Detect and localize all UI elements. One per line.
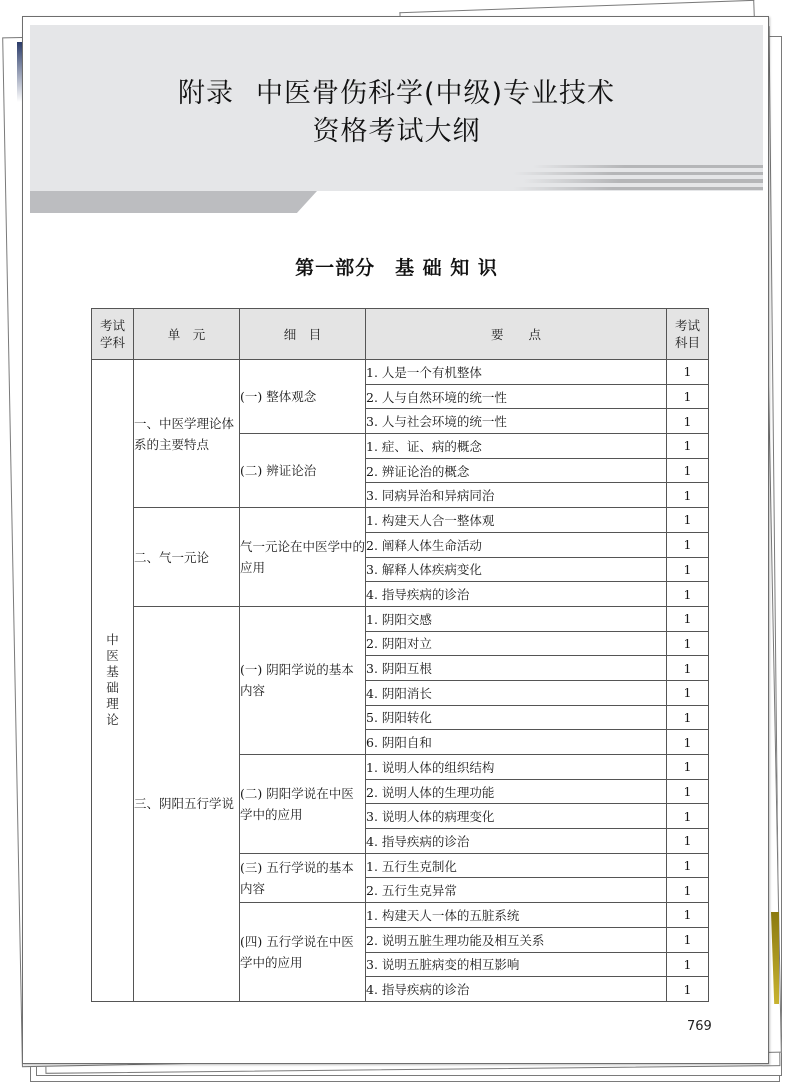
- exam-subject-cell: 1: [667, 458, 709, 483]
- point-cell: 4. 指导疾病的诊治: [366, 977, 667, 1002]
- column-header-unit: 单 元: [134, 309, 240, 360]
- exam-subject-cell: 1: [667, 903, 709, 928]
- item-cell: (二) 阴阳学说在中医学中的应用: [240, 755, 366, 854]
- column-header-subject: 考试学科: [92, 309, 134, 360]
- item-cell: (一) 阴阳学说的基本内容: [240, 606, 366, 754]
- point-cell: 4. 指导疾病的诊治: [366, 829, 667, 854]
- item-cell: (一) 整体观念: [240, 360, 366, 434]
- exam-subject-cell: 1: [667, 360, 709, 385]
- subject-cell: [92, 360, 134, 1002]
- point-cell: 3. 同病异治和异病同治: [366, 483, 667, 508]
- point-cell: 6. 阴阳自和: [366, 730, 667, 755]
- point-cell: 2. 说明五脏生理功能及相互关系: [366, 927, 667, 952]
- point-cell: 1. 五行生克制化: [366, 853, 667, 878]
- point-cell: 1. 构建天人一体的五脏系统: [366, 903, 667, 928]
- point-cell: 1. 构建天人合一整体观: [366, 508, 667, 533]
- item-cell: (四) 五行学说在中医学中的应用: [240, 903, 366, 1002]
- unit-cell: 三、阴阳五行学说: [134, 606, 240, 1001]
- unit-cell: 一、中医学理论体系的主要特点: [134, 360, 240, 508]
- table-row: [92, 606, 709, 631]
- point-cell: 3. 说明人体的病理变化: [366, 804, 667, 829]
- exam-subject-cell: 1: [667, 829, 709, 854]
- point-cell: 2. 人与自然环境的统一性: [366, 384, 667, 409]
- section-title: 第一部分 基 础 知 识: [295, 257, 498, 279]
- exam-subject-cell: 1: [667, 878, 709, 903]
- point-cell: 3. 解释人体疾病变化: [366, 557, 667, 582]
- item-cell: (三) 五行学说的基本内容: [240, 853, 366, 902]
- point-cell: 2. 辨证论治的概念: [366, 458, 667, 483]
- exam-subject-cell: 1: [667, 977, 709, 1002]
- table-row: [92, 508, 709, 533]
- exam-subject-cell: 1: [667, 952, 709, 977]
- exam-subject-cell: 1: [667, 730, 709, 755]
- point-cell: 2. 阐释人体生命活动: [366, 532, 667, 557]
- exam-subject-cell: 1: [667, 680, 709, 705]
- exam-subject-cell: 1: [667, 705, 709, 730]
- exam-subject-cell: 1: [667, 606, 709, 631]
- column-header-points: 要 点: [366, 309, 667, 360]
- exam-subject-cell: 1: [667, 582, 709, 607]
- point-cell: 3. 人与社会环境的统一性: [366, 409, 667, 434]
- exam-subject-cell: 1: [667, 755, 709, 780]
- page-number: 769: [687, 1019, 712, 1034]
- exam-subject-cell: 1: [667, 508, 709, 533]
- column-header-item: 细 目: [240, 309, 366, 360]
- column-header-exam: 考试科目: [667, 309, 709, 360]
- exam-subject-cell: 1: [667, 557, 709, 582]
- point-cell: 1. 人是一个有机整体: [366, 360, 667, 385]
- exam-subject-cell: 1: [667, 656, 709, 681]
- point-cell: 4. 阴阳消长: [366, 680, 667, 705]
- item-cell: (二) 辨证论治: [240, 434, 366, 508]
- exam-subject-cell: 1: [667, 384, 709, 409]
- point-cell: 3. 说明五脏病变的相互影响: [366, 952, 667, 977]
- point-cell: 5. 阴阳转化: [366, 705, 667, 730]
- exam-outline-table: [91, 308, 709, 1002]
- decorative-stripes: [513, 165, 763, 191]
- exam-subject-cell: 1: [667, 853, 709, 878]
- exam-subject-cell: 1: [667, 779, 709, 804]
- subject-label: 中医基础理论: [106, 632, 119, 728]
- header-bar: [30, 191, 317, 213]
- point-cell: 1. 症、证、病的概念: [366, 434, 667, 459]
- point-cell: 2. 说明人体的生理功能: [366, 779, 667, 804]
- point-cell: 2. 阴阳对立: [366, 631, 667, 656]
- table-row: [92, 360, 709, 385]
- title-subline: 资格考试大纲: [312, 116, 481, 147]
- document-page: [22, 16, 769, 1064]
- point-cell: 1. 说明人体的组织结构: [366, 755, 667, 780]
- exam-subject-cell: 1: [667, 483, 709, 508]
- title-appendix: 附录: [177, 78, 234, 109]
- title-main: 中医骨伤科学(中级)专业技术: [255, 78, 616, 109]
- point-cell: 2. 五行生克异常: [366, 878, 667, 903]
- table-header-row: [92, 309, 709, 360]
- exam-subject-cell: 1: [667, 434, 709, 459]
- exam-subject-cell: 1: [667, 409, 709, 434]
- exam-subject-cell: 1: [667, 631, 709, 656]
- point-cell: 3. 阴阳互根: [366, 656, 667, 681]
- point-cell: 4. 指导疾病的诊治: [366, 582, 667, 607]
- exam-subject-cell: 1: [667, 804, 709, 829]
- exam-subject-cell: 1: [667, 532, 709, 557]
- item-cell: 气一元论在中医学中的应用: [240, 508, 366, 607]
- point-cell: 1. 阴阳交感: [366, 606, 667, 631]
- unit-cell: 二、气一元论: [134, 508, 240, 607]
- exam-subject-cell: 1: [667, 927, 709, 952]
- page-title: [30, 75, 763, 151]
